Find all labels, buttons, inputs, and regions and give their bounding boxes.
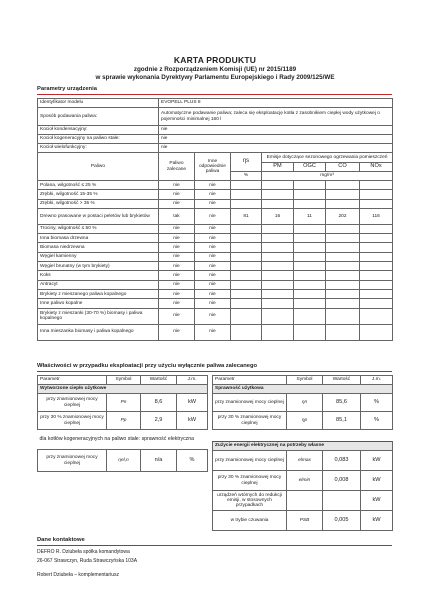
row-value: 0,005: [323, 511, 361, 531]
fuel-nox: [360, 234, 393, 243]
table-row: [38, 289, 393, 298]
signatory: Robert Dziubeła – komplementariusz: [37, 572, 119, 578]
params-section-rule: [37, 94, 392, 95]
fuel-eta: [231, 308, 262, 324]
nox-header: NOx: [360, 163, 393, 172]
fuel-co: [326, 271, 360, 280]
fuel-co: [326, 308, 360, 324]
fuel-co: [326, 262, 360, 271]
table-row: [38, 271, 393, 280]
fuel-co: [326, 280, 360, 289]
table-row: [38, 181, 393, 190]
fuel-nox: [360, 280, 393, 289]
fuel-header: Paliwo: [38, 153, 159, 181]
fuel-eta: [231, 190, 262, 199]
fuel-name: Węgiel brunatny (w tym brykiety): [38, 262, 159, 271]
props-section-title: Właściwości w przypadku eksploatacji przy użyciu wyłącznie paliwa zalecanego: [37, 363, 258, 369]
row-label: przy 30 % znamionowej mocy cieplnej: [213, 471, 287, 491]
spacer: [213, 430, 393, 442]
col-unit: J.m.: [361, 376, 393, 385]
fuel-preferred: nie: [159, 252, 195, 261]
row-label: przy znamionowej mocy cieplnej: [38, 394, 107, 412]
row-unit: kW: [177, 412, 208, 430]
fuel-other: nie: [195, 262, 231, 271]
props-section-rule: [37, 371, 392, 372]
electricity-title: Zużycie energii elektrycznej na potrzeby własne: [213, 442, 393, 451]
table-row: [38, 412, 208, 430]
fuel-pm: [262, 243, 294, 252]
fuel-ogc: [294, 181, 326, 190]
fuel-ogc: [294, 271, 326, 280]
fuel-nox: [360, 324, 393, 340]
fuel-name: Biomasa niedrzewna: [38, 243, 159, 252]
col-symbol: Symbol: [287, 376, 323, 385]
row-value: 85,1: [323, 412, 361, 430]
fuel-ogc: [294, 324, 326, 340]
fuel-eta: [231, 280, 262, 289]
row-unit: kW: [361, 491, 393, 511]
fuel-eta: [231, 199, 262, 208]
row-unit: kW: [361, 471, 393, 491]
row-symbol: ηel,n: [107, 450, 141, 472]
fuel-rows: [38, 181, 393, 341]
params-value: nie: [159, 126, 393, 135]
fuel-eta: [231, 271, 262, 280]
fuel-co: [326, 243, 360, 252]
fuel-preferred: nie: [159, 190, 195, 199]
fuel-preferred: nie: [159, 181, 195, 190]
fuel-nox: [360, 289, 393, 298]
page-title: KARTA PRODUKTU: [173, 55, 257, 65]
fuel-nox: [360, 190, 393, 199]
fuel-nox: 116: [360, 208, 393, 224]
col-symbol: Symbol: [107, 376, 141, 385]
row-unit: kW: [177, 394, 208, 412]
params-label: Kocioł wielofunkcyjny:: [38, 144, 159, 153]
params-section-title: Parametry urządzenia: [37, 86, 97, 92]
fuel-preferred: nie: [159, 243, 195, 252]
fuel-ogc: [294, 289, 326, 298]
fuel-ogc: [294, 299, 326, 308]
fuel-eta: [231, 289, 262, 298]
fuel-name: Inne paliwo kopalne: [38, 299, 159, 308]
fuel-preferred: nie: [159, 299, 195, 308]
params-value: nie: [159, 135, 393, 144]
row-unit: %: [361, 412, 393, 430]
table-row: [213, 451, 393, 471]
fuel-preferred: nie: [159, 234, 195, 243]
fuel-nox: [360, 243, 393, 252]
fuel-preferred: tak: [159, 208, 195, 224]
row-label: przy znamionowej mocy cieplnej: [213, 451, 287, 471]
row-label: przy znamionowej mocy cieplnej: [38, 450, 107, 472]
fuel-pm: [262, 271, 294, 280]
row-symbol: ηn: [287, 394, 323, 412]
row-value: 0,008: [323, 471, 361, 491]
params-label: Identyfikator modelu: [38, 99, 159, 108]
table-row: [38, 252, 393, 261]
fuel-co: [326, 324, 360, 340]
fuel-name: Inna mieszanka biomasy i paliwa kopalnego: [38, 324, 159, 340]
table-row: [38, 280, 393, 289]
table-row: [213, 491, 393, 511]
col-value: Wartość: [323, 376, 361, 385]
fuel-other: nie: [195, 289, 231, 298]
fuel-other: nie: [195, 324, 231, 340]
fuel-ogc: [294, 252, 326, 261]
fuel-name: Polana, wilgotność ≤ 25 %: [38, 181, 159, 190]
row-value: 2,9: [141, 412, 177, 430]
fuel-preferred: nie: [159, 289, 195, 298]
row-symbol: PSB: [287, 511, 323, 531]
fuel-co: [326, 252, 360, 261]
fuel-ogc: [294, 190, 326, 199]
fuel-co: [326, 299, 360, 308]
fuel-nox: [360, 262, 393, 271]
params-row: [38, 135, 393, 144]
fuel-other: nie: [195, 252, 231, 261]
fuel-name: Brykiety z mieszanki (30-70 %) biomasy i paliwa kopalnego: [38, 308, 159, 324]
fuel-eta: 81: [231, 208, 262, 224]
col-value: Wartość: [141, 376, 177, 385]
fuel-co: [326, 190, 360, 199]
fuel-eta: [231, 234, 262, 243]
fuel-pm: 16: [262, 208, 294, 224]
other-fuel-header: Inne odpowiednie paliwa: [195, 153, 231, 181]
row-label: przy 30 % znamionowej mocy cieplnej: [38, 412, 107, 430]
eta-unit: %: [231, 172, 262, 181]
fuel-co: [326, 224, 360, 233]
fuel-pm: [262, 262, 294, 271]
directive-line: w sprawie wykonania Dyrektywy Parlamentu Europejskiego i Rady 2009/125/WE: [95, 74, 335, 81]
row-label: przy 30 % znamionowej mocy cieplnej: [213, 412, 287, 430]
fuel-nox: [360, 224, 393, 233]
fuel-preferred: nie: [159, 280, 195, 289]
fuel-nox: [360, 181, 393, 190]
fuel-name: Antracyt: [38, 280, 159, 289]
fuel-name: Zrębki, wilgotność 15-35 %: [38, 190, 159, 199]
table-row: [38, 208, 393, 224]
table-row: [38, 199, 393, 208]
row-value: [323, 491, 361, 511]
fuel-nox: [360, 271, 393, 280]
fuel-pm: [262, 252, 294, 261]
fuel-preferred: nie: [159, 308, 195, 324]
fuel-preferred: nie: [159, 224, 195, 233]
fuel-other: nie: [195, 208, 231, 224]
fuel-pm: [262, 190, 294, 199]
row-label: przy znamionowej mocy cieplnej: [213, 394, 287, 412]
fuel-other: nie: [195, 299, 231, 308]
table-row: [213, 412, 393, 430]
fuel-pm: [262, 224, 294, 233]
fuel-other: nie: [195, 224, 231, 233]
fuel-pm: [262, 289, 294, 298]
row-value: 85,6: [323, 394, 361, 412]
table-row: [38, 450, 208, 472]
fuel-eta: [231, 262, 262, 271]
fuel-preferred: nie: [159, 199, 195, 208]
table-row: [38, 243, 393, 252]
fuel-ogc: [294, 280, 326, 289]
row-unit: kW: [361, 451, 393, 471]
row-symbol: elmin: [287, 471, 323, 491]
fuel-name: Inna biomasa drzewna: [38, 234, 159, 243]
row-symbol: [287, 491, 323, 511]
fuel-ogc: [294, 262, 326, 271]
fuel-preferred: nie: [159, 324, 195, 340]
row-unit: %: [177, 450, 208, 472]
params-label: Kocioł kogeneracyjny na paliwo stałe:: [38, 135, 159, 144]
fuel-pm: [262, 280, 294, 289]
fuel-co: [326, 199, 360, 208]
fuel-name: Brykiety z mieszanego paliwa kopalnego: [38, 289, 159, 298]
fuel-ogc: [294, 308, 326, 324]
regulation-line: zgodnie z Rozporządzeniem Komisji (UE) nr 2015/1189: [133, 66, 297, 73]
col-unit: J.m.: [177, 376, 208, 385]
fuel-pm: [262, 308, 294, 324]
fuel-ogc: [294, 234, 326, 243]
company-address: 26-067 Strawczyn, Ruda Strawczyńska 103A: [37, 558, 138, 564]
fuel-co: 202: [326, 208, 360, 224]
fuel-other: nie: [195, 308, 231, 324]
fuel-pm: [262, 299, 294, 308]
fuel-name: Trociny, wilgotność ≤ 50 %: [38, 224, 159, 233]
fuel-co: [326, 181, 360, 190]
row-label: urządzeń wtórnych do redukcji emisji, w stosownych przypadkach: [213, 491, 287, 511]
params-row: [38, 126, 393, 135]
table-row: [38, 262, 393, 271]
fuel-name: Węgiel kamienny: [38, 252, 159, 261]
params-row: [38, 99, 393, 108]
row-unit: kW: [361, 511, 393, 531]
fuel-preferred: nie: [159, 262, 195, 271]
fuel-eta: [231, 243, 262, 252]
table-row: [38, 324, 393, 340]
params-table: [37, 98, 393, 153]
emissions-unit: mg/m³: [262, 172, 393, 181]
col-param: Parametr: [213, 376, 287, 385]
fuel-other: nie: [195, 199, 231, 208]
table-row: [38, 308, 393, 324]
fuel-other: nie: [195, 280, 231, 289]
fuel-ogc: [294, 243, 326, 252]
fuel-pm: [262, 234, 294, 243]
params-row: [38, 108, 393, 126]
fuel-nox: [360, 199, 393, 208]
fuel-name: Drewno prasowane w postaci peletów lub brykietów: [38, 208, 159, 224]
fuel-other: nie: [195, 181, 231, 190]
col-param: Parametr: [38, 376, 107, 385]
fuel-pm: [262, 324, 294, 340]
row-label: w trybie czuwania: [213, 511, 287, 531]
fuel-eta: [231, 224, 262, 233]
params-value: Automatyczne podawanie paliwa; zaleca się eksploatację kotła z zasobnikiem ciepłej wody użytkowej o pojemności minimalnej 160 l: [159, 108, 393, 126]
fuel-eta: [231, 181, 262, 190]
fuel-other: nie: [195, 190, 231, 199]
table-row: [213, 511, 393, 531]
row-value: 8,6: [141, 394, 177, 412]
fuel-ogc: 11: [294, 208, 326, 224]
fuel-pm: [262, 199, 294, 208]
fuel-ogc: [294, 224, 326, 233]
fuel-eta: [231, 299, 262, 308]
emissions-header: Emisje dotyczące sezonowego ogrzewania pomieszczeń: [262, 153, 393, 163]
co-header: CO: [326, 163, 360, 172]
params-value: nie: [159, 144, 393, 153]
fuel-name: Koks: [38, 271, 159, 280]
efficiency-title: Sprawność użytkowa: [213, 385, 393, 394]
fuel-nox: [360, 252, 393, 261]
table-row: [38, 190, 393, 199]
row-unit: %: [361, 394, 393, 412]
fuel-nox: [360, 299, 393, 308]
fuel-co: [326, 289, 360, 298]
fuel-pm: [262, 181, 294, 190]
row-symbol: Pn: [107, 394, 141, 412]
fuel-other: nie: [195, 243, 231, 252]
table-row: [213, 471, 393, 491]
ogc-header: OGC: [294, 163, 326, 172]
fuel-nox: [360, 308, 393, 324]
params-label: Kocioł kondensacyjny:: [38, 126, 159, 135]
row-symbol: Pp: [107, 412, 141, 430]
params-label: Sposób podawania paliwa:: [38, 108, 159, 126]
row-value: n/a: [141, 450, 177, 472]
useful-heat-title: Wytworzone ciepło użytkowe: [38, 385, 208, 394]
company-name: DEFRO R. Dziubeła spółka komandytowa: [37, 549, 130, 555]
row-value: 0,083: [323, 451, 361, 471]
contact-section-rule: [37, 545, 392, 546]
table-row: [38, 299, 393, 308]
props-left-table: [37, 375, 208, 472]
table-row: [38, 394, 208, 412]
fuel-table: [37, 152, 393, 341]
table-row: [213, 394, 393, 412]
pm-header: PM: [262, 163, 294, 172]
props-right-table: [212, 375, 393, 531]
fuel-name: Zrębki, wilgotność > 35 %: [38, 199, 159, 208]
fuel-ogc: [294, 199, 326, 208]
eta-header: ηs: [231, 153, 262, 172]
contact-section-title: Dane kontaktowe: [37, 537, 85, 543]
fuel-eta: [231, 252, 262, 261]
table-row: [38, 224, 393, 233]
row-symbol: elmax: [287, 451, 323, 471]
row-symbol: ηp: [287, 412, 323, 430]
preferred-fuel-header: Paliwo zalecane: [159, 153, 195, 181]
chp-title: dla kotłów kogeneracyjnych na paliwo stałe: sprawność elektryczna: [38, 430, 208, 450]
fuel-co: [326, 234, 360, 243]
fuel-other: nie: [195, 271, 231, 280]
table-row: [38, 234, 393, 243]
fuel-eta: [231, 324, 262, 340]
params-value: EVOPELL PLUS 8: [159, 99, 393, 108]
fuel-other: nie: [195, 234, 231, 243]
fuel-preferred: nie: [159, 271, 195, 280]
